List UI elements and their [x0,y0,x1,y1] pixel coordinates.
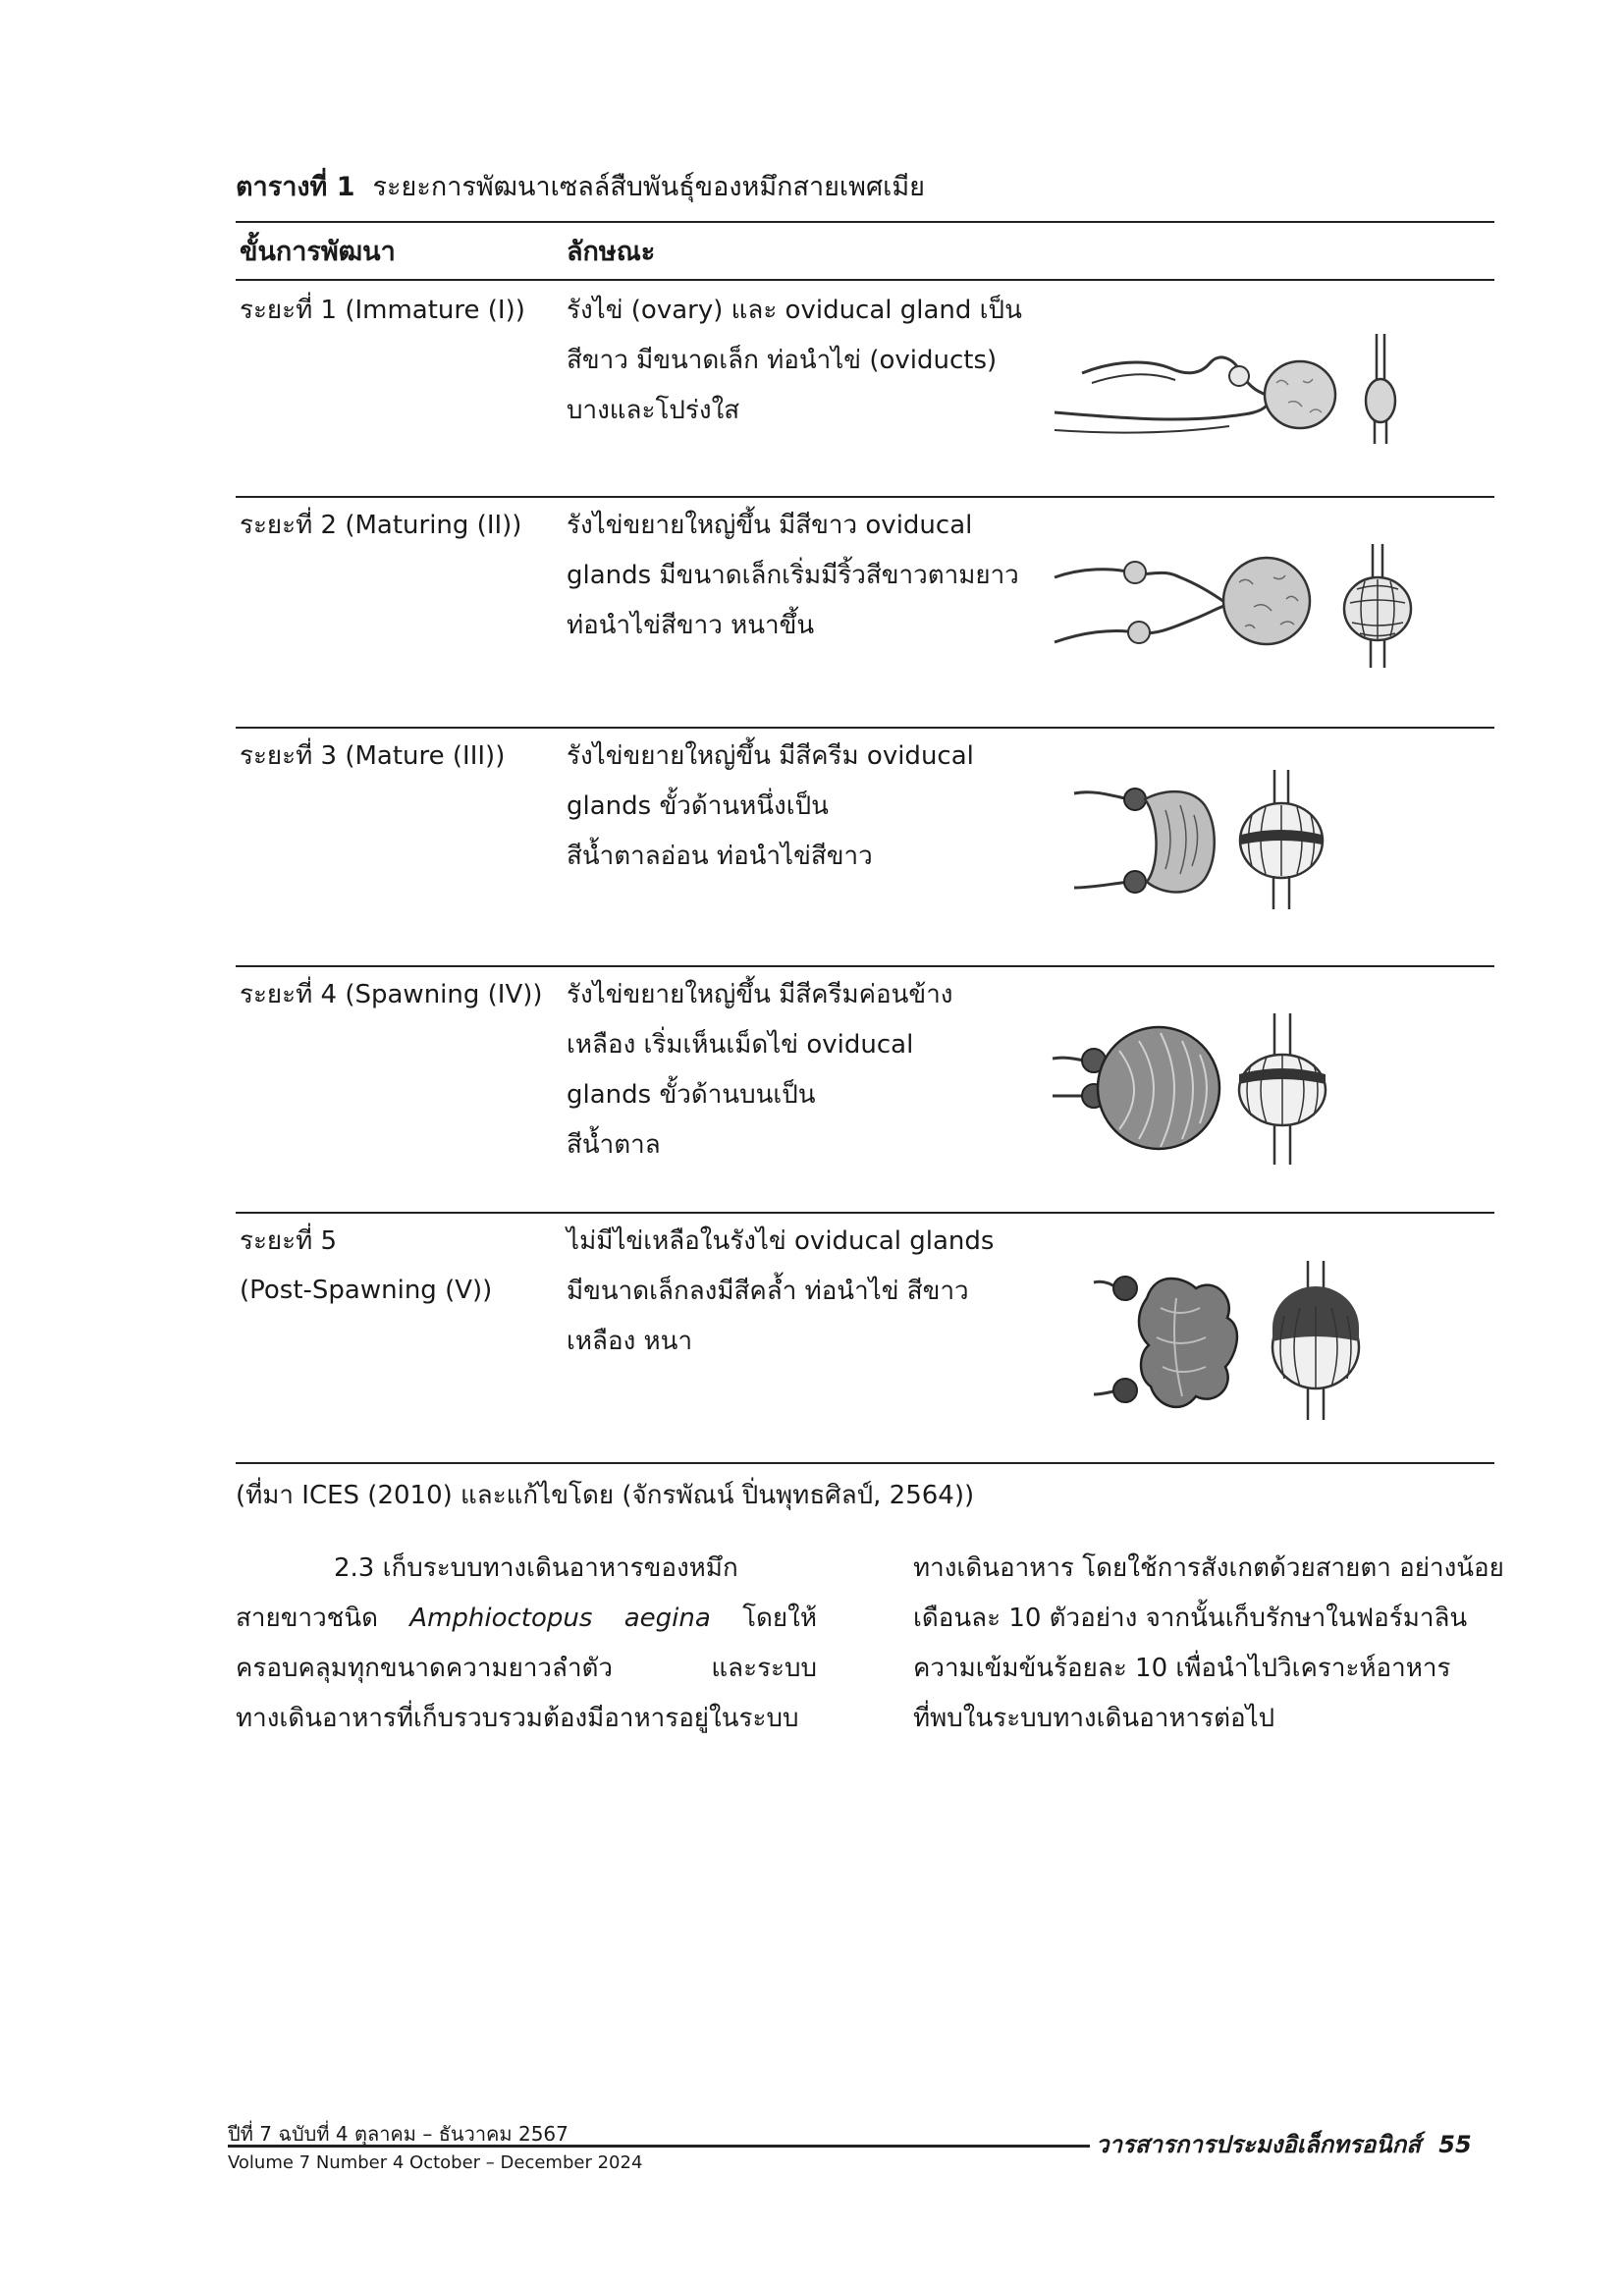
row-1-stage: ระยะที่ 1 (Immature (I)) [240,296,525,325]
body-left-line-1: 2.3 เก็บระบบทางเดินอาหารของหมึก [334,1553,738,1583]
footer-issue-thai: ปีที่ 7 ฉบับที่ 4 ตุลาคม – ธันวาคม 2567 [228,2122,568,2146]
footer-journal [1096,2125,1472,2163]
row-5-stage: ระยะที่ 5 (Post-Spawning (V)) [240,1226,493,1305]
body-right-line-2: เดือนละ 10 ตัวอย่าง จากนั้นเก็บรักษาในฟอร์มาลิน [913,1604,1468,1633]
journal-title: วารสารการประมงอิเล็กทรอนิกส์ [1096,2131,1421,2158]
table-bottom-rule [236,1462,1494,1464]
row-3-description: รังไข่ขยายใหญ่ขึ้น มีสีครีม oviducal glands ขั้วด้านหนึ่งเป็น สีน้ำตาลอ่อน ท่อนำไข่สีขาว [567,741,974,871]
row-2-rule [236,727,1494,729]
row-1-rule [236,496,1494,498]
table-top-rule [236,221,1494,223]
body-right-line-3: ความเข้มข้นร้อยละ 10 เพื่อนำไปวิเคราะห์อาหาร [913,1654,1451,1683]
stage-4-illustration [1051,1011,1345,1169]
row-4-rule [236,1212,1494,1214]
body-left-line-2: สายขาวชนิด Amphioctopus aegina โดยให้ [236,1604,818,1633]
row-5-description: ไม่มีไข่เหลือในรังไข่ oviducal glands มีขนาดเล็กลงมีสีคล้ำ ท่อนำไข่ สีขาว เหลือง หนา [567,1226,995,1356]
table-caption-number: ตารางที่ 1 [236,172,355,202]
body-left-line-3: ครอบคลุมทุกขนาดความยาวลำตัว และระบบ [236,1654,817,1683]
stage-3-illustration [1072,766,1347,913]
body-left-line-4: ทางเดินอาหารที่เก็บรวบรวมต้องมีอาหารอยู่ในระบบ [236,1704,799,1733]
row-4-stage: ระยะที่ 4 (Spawning (IV)) [240,980,543,1009]
body-right-line-4: ที่พบในระบบทางเดินอาหารต่อไป [913,1704,1275,1733]
row-2-description: รังไข่ขยายใหญ่ขึ้น มีสีขาว oviducal glands มีขนาดเล็กเริ่มมีริ้วสีขาวตามยาว ท่อนำไข่สีขาว หนาขึ้น [567,511,1019,640]
row-1-description: รังไข่ (ovary) และ oviducal gland เป็น สีขาว มีขนาดเล็ก ท่อนำไข่ (oviducts) บางและโปร่งใส [567,296,1022,425]
footer-rule [228,2145,1090,2148]
header-rule [236,279,1494,281]
page-number: 55 [1438,2131,1472,2158]
stage-2-illustration [1053,538,1426,672]
stage-1-illustration [1053,324,1426,452]
species-name: Amphioctopus aegina [409,1604,711,1633]
stage-5-illustration [1088,1259,1382,1424]
table-caption-title: ระยะการพัฒนาเซลล์สืบพันธุ์ของหมึกสายเพศเมีย [372,172,925,202]
body-left-column [236,1544,817,1744]
table-source: (ที่มา ICES (2010) และแก้ไขโดย (จักรพัณน์ ปิ่นพุทธศิลป์, 2564)) [236,1481,975,1510]
row-3-rule [236,965,1494,967]
header-stage: ขั้นการพัฒนา [240,237,396,267]
header-description: ลักษณะ [567,237,656,267]
footer-issue-english: Volume 7 Number 4 October – December 2024 [228,2152,643,2173]
row-3-stage: ระยะที่ 3 (Mature (III)) [240,741,506,771]
table-caption [236,165,925,207]
row-2-stage: ระยะที่ 2 (Maturing (II)) [240,511,522,540]
body-right-column [913,1544,1504,1744]
body-right-line-1: ทางเดินอาหาร โดยใช้การสังเกตด้วยสายตา อย่างน้อย [913,1553,1504,1583]
row-4-description: รังไข่ขยายใหญ่ขึ้น มีสีครีมค่อนข้าง เหลือง เริ่มเห็นเม็ดไข่ oviducal glands ขั้วด้านบนเป็น สีน้ำตาล [567,980,953,1160]
